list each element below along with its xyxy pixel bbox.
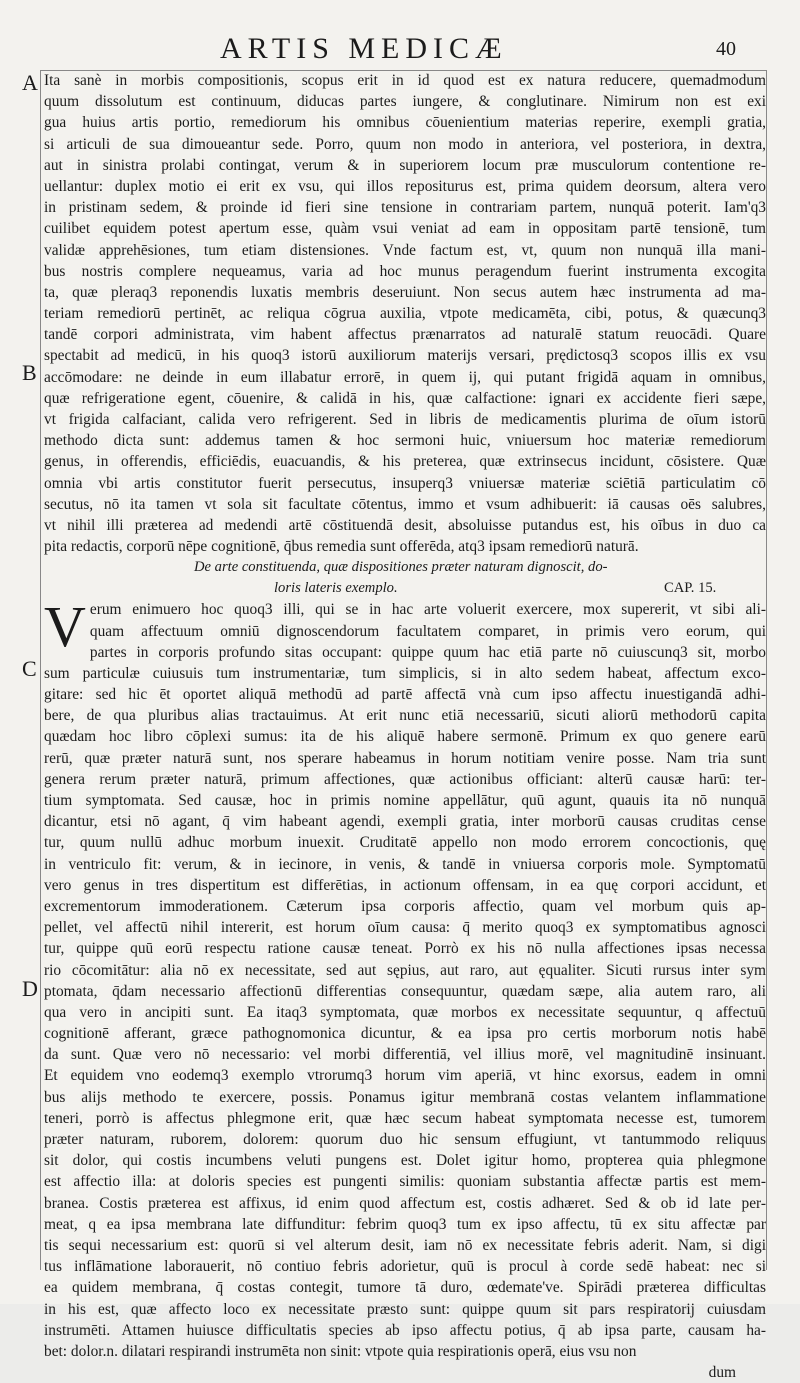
text-line: gua huius artis portio, remediorum his omnibus cōuenientium materias reperire, exempli gratia,	[44, 114, 766, 132]
text-line: sit dolor, qui costis incumbens veluti pungens est. Dolet igitur homo, propterea quia phlegmone	[44, 1152, 766, 1170]
text-line: vero genus in tres dispertitum est differētias, in actionum offensam, in ea quę corpori accidunt, et	[44, 876, 766, 894]
page-number: 40	[716, 38, 736, 60]
text-line: aut in sinistra prolabi contingat, verum & in superiorem locum præ musculorum contentione re-	[44, 156, 766, 174]
text-line: Ita sanè in morbis compositionis, scopus erit in id quod est ex natura reducere, quemadmodum	[44, 72, 766, 89]
paragraph-2-lines	[44, 594, 766, 1362]
text-line: accōmodare: ne deinde in eum illabatur errorē, in quem ij, qui putant frigidā aquam in omnibus,	[44, 368, 766, 386]
text-line: teneri, porrò is affectus phlegmone erit, quæ hæc secum habeat symptomata necesse est, tumorem	[44, 1109, 766, 1127]
text-line: tus inflāmatione laborauerit, nō contiuo febris adorietur, quū is procul à corde sedē habeat: nec si	[44, 1258, 766, 1276]
text-line: sum particulæ cuiusuis tum instrumentariæ, tum simplicis, si in alto sedem habeat, affectum exco-	[44, 664, 766, 682]
text-line: bus alijs methodo te exercere, possis. Ponamus igitur membranā costas velantem inflammatione	[44, 1088, 766, 1106]
text-line: rerū, quæ præter naturā sunt, nos sperare habeamus in horum notitiam venire posse. Nam tria sunt	[44, 749, 766, 767]
text-line: vt frigida calfaciant, calida vero refrigerent. Sed in libris de medicamentis plurima de oīum istorū	[44, 411, 766, 428]
frame-right-rule	[766, 70, 767, 1270]
text-line: teriam remediorū pertinēt, ac reliqua cōgrua auxilia, vtpote medicamēta, cibi, potus, & quæcunq3	[44, 305, 766, 323]
text-line: omnia vbi artis constitutor fuerit persecutus, insuperq3 vniuersæ materiæ sciētiā particulatim cō	[44, 474, 766, 492]
text-line: genera rerum præter naturā, primum affectiones, quæ actionibus officiant: alterū causæ harū: ter-	[44, 770, 766, 788]
chapter-number: CAP. 15.	[664, 580, 717, 597]
chapter-heading-line-2-text: loris lateris exemplo.	[274, 580, 398, 597]
text-line: bet: dolor.n. dilatari respirandi instrumēta non sinit: vtpote quia respirationis operā, eius vsu non	[44, 1342, 637, 1360]
text-line: dicantur, etsi nō agant, q̄ vim habeant agendi, exempli gratia, inter morborū causas cruditas cense	[44, 813, 766, 831]
text-line: ea quidem membrana, q̄ costas contegit, tumore tā duro, œdemate've. Spirādi præterea difficultas	[44, 1279, 766, 1297]
text-line: in ventriculo fit: verum, & in iecinore, in venis, & tandē in vniuersa corporis mole. Symptomatū	[44, 855, 766, 873]
text-line: uellantur: duplex motio ei erit ex vsu, qui illos repositurus est, prima quidem deorsum, altera vero	[44, 177, 766, 195]
text-line: si articuli de sua dimoueantur sede. Porro, quum non modo in anteriora, vel posteriora, in dextra,	[44, 135, 766, 153]
text-line: ta, quæ pleraq3 reponendis luxatis membris deseruiunt. Non secus autem hæc instrumenta ad ma-	[44, 283, 766, 301]
text-line: da sunt. Quæ vero nō necessario: vel morbi differentiā, vel illius morē, vel magnitudinē insinuant.	[44, 1046, 766, 1064]
text-line: vt nihil illi præterea ad medendi artē cōstituendā desit, absoluisse putandus est, his oībus in duo ca	[44, 516, 766, 534]
text-line: pellet, vel affectū nihil intererit, est horum oīum causa: q̄ merito quoq3 ex symptomatibus agnosci	[44, 919, 766, 937]
text-line: rio cōcomitātur: alia nō ex necessitate, sed aut sępius, aut raro, aut ęqualiter. Sicuti rursus inter sym	[44, 961, 766, 979]
frame-left-rule	[40, 70, 41, 1270]
text-line: præter naturam, ruborem, dolorem: quorum duo hic sensum effugiunt, vt tantummodo reliquus	[44, 1131, 766, 1148]
text-line: genus, in offerendis, efficiēdis, euacuandis, & his preterea, quæ extrinsecus incidunt, cōsistere. Quæ	[44, 453, 766, 471]
drop-cap: V	[44, 594, 86, 660]
text-line: tur, quippe quū eorū respectu ratione causæ teneat. Porrò ex his nō nulla affectiones ipsas necessa	[44, 940, 766, 958]
text-line: cognitionē afferant, græce pathognomonica dicuntur, & ea ipsa pro certis morborum notis habē	[44, 1025, 766, 1043]
text-line: gitare: sed hic ēt oportet aliquā methodū ad partē affectā vnà cum ipso affectu inuestigandā adhi-	[44, 686, 766, 704]
paragraph-2	[44, 594, 766, 1362]
text-line: Et equidem vno eodemq3 exemplo vtrorumq3 horum vim aperiā, vt hinc exorsus, eadem in omni	[44, 1067, 766, 1085]
text-line: est affectio illa: at doloris species est pungenti similis: quoniam substantia affectæ partis est mem-	[44, 1173, 766, 1191]
catchword: dum	[708, 1364, 736, 1382]
text-line: validæ apprehēsiones, tum etiam distensiones. Vnde factum est, vt, quum non nunquā illa mani-	[44, 241, 766, 259]
text-line: in his est, quæ affecto loco ex necessitate præsto sunt: quippe quum sit pars respiratorij cuiusdam	[44, 1300, 766, 1318]
text-line: pita redactis, corporū nēpe cognitionē, q̄bus remedia sunt offerēda, atq3 ipsam remediorū naturā.	[44, 538, 639, 556]
text-line: tandē corpori administrata, vim habent affectus prænarratos ad naturalē statum reuocādi. Quare	[44, 326, 766, 344]
text-line: quæ refrigeratione egent, cōuenire, & calidā in his, quæ calfactione: ignari ex accidente fieri sæpe,	[44, 389, 766, 407]
text-line: instrumēti. Attamen huiusce difficultatis species ab ipso affectu potius, q̄ ab ipsa parte, causam ha-	[44, 1321, 766, 1339]
text-line: cuilibet equidem potest apertum esse, quàm vsui veniat ad eam in oppositam partē tensionē, tum	[44, 220, 766, 238]
page-body	[44, 70, 766, 1383]
text-line: tium symptomata. Sed causæ, hoc in primis nomine appellātur, quū agunt, quauis ita nō nunquā	[44, 792, 766, 809]
text-line: meat, q ea ipsa membrana late diffunditur: febrim quoq3 tum ex ipso affectu, tū ex situ affectæ par	[44, 1215, 766, 1233]
text-line: quum dissolutum est continuum, diducas partes iungere, & conglutinare. Nimirum non est exi	[44, 93, 766, 111]
text-line: branea. Costis præterea est affixus, id enim quod affectum est, costis adhæret. Sed & ob id late per-	[44, 1194, 766, 1212]
margin-marker-c: C	[22, 656, 37, 681]
text-line: secutus, nō ita tamen vt sola sit facultate cōtentus, immo et vsum adhibuerit: iā causas oēs salubres,	[44, 495, 766, 513]
text-line: qua vero in ancipiti sunt. Ea itaq3 symptomata, quæ morbos ex necessitate sequuntur, q affectuū	[44, 1003, 766, 1021]
running-title: ARTIS MEDICÆ	[220, 32, 508, 65]
text-line: spectabit ad medicū, in his quoq3 istorū auxiliorum materijs versari, prędictosq3 scopos illis ex vsu	[44, 347, 766, 365]
text-line: tis sequi necessarium est: quorū si vel alterum desit, iam nō ex necessitate febris aderit. Nam, si digi	[44, 1236, 766, 1254]
text-line: in pristinam sedem, & proinde id fieri sine tensione in contrariam partem, nunquā poterit. Iam'q3	[44, 199, 766, 217]
text-line: quædam hoc libro cōplexi sumus: ita de his aliquē habere sermonē. Primum ex quo genere earū	[44, 728, 766, 746]
text-line: ptomata, q̄dam necessario affectionū differentias consequuntur, quædam sæpe, alia autem raro, ali	[44, 982, 766, 1000]
margin-marker-a: A	[22, 70, 38, 95]
chapter-heading-line-2	[44, 578, 766, 599]
text-line: bere, de qua pluribus alias tractauimus. At erit nunc etiā necessariū, sicuti aliorū methodorū capita	[44, 707, 766, 725]
text-line: quam affectuum omniū dignoscendorum facultatem comparet, in primis vero eorum, qui	[89, 622, 766, 640]
page-header	[0, 30, 800, 70]
text-line: excrementorum immoderationem. Cæterum ipsa corporis affectio, quam vel morbum quis ap-	[44, 897, 766, 915]
text-line: methodo dicta sunt: addemus tamen & hoc sermoni huic, vniuersum hoc materiæ remediorum	[44, 432, 766, 450]
text-line: partes in corporis profundo sitas occupant: quippe quum hac etiā parte nō cuiuscunq3 sit, morbo	[89, 643, 766, 661]
chapter-heading-line-1: De arte constituenda, quæ dispositiones præter naturam dignoscit, do-	[194, 559, 608, 576]
paragraph-1	[44, 70, 766, 557]
margin-marker-d: D	[22, 976, 38, 1001]
text-line: bus nostris complere nequeamus, varia ad hoc munus peragendum fuerint instrumenta excogita	[44, 262, 766, 280]
text-line: erum enimuero hoc quoq3 illi, qui se in hac arte voluerit exercere, mox supererit, vt sibi ali-	[89, 601, 766, 619]
text-line: tur, quum nullū adhuc morbum inuexit. Cruditatē appello non modo errorem concoctionis, quę	[44, 834, 766, 852]
chapter-heading	[44, 557, 766, 599]
margin-marker-b: B	[22, 360, 37, 385]
